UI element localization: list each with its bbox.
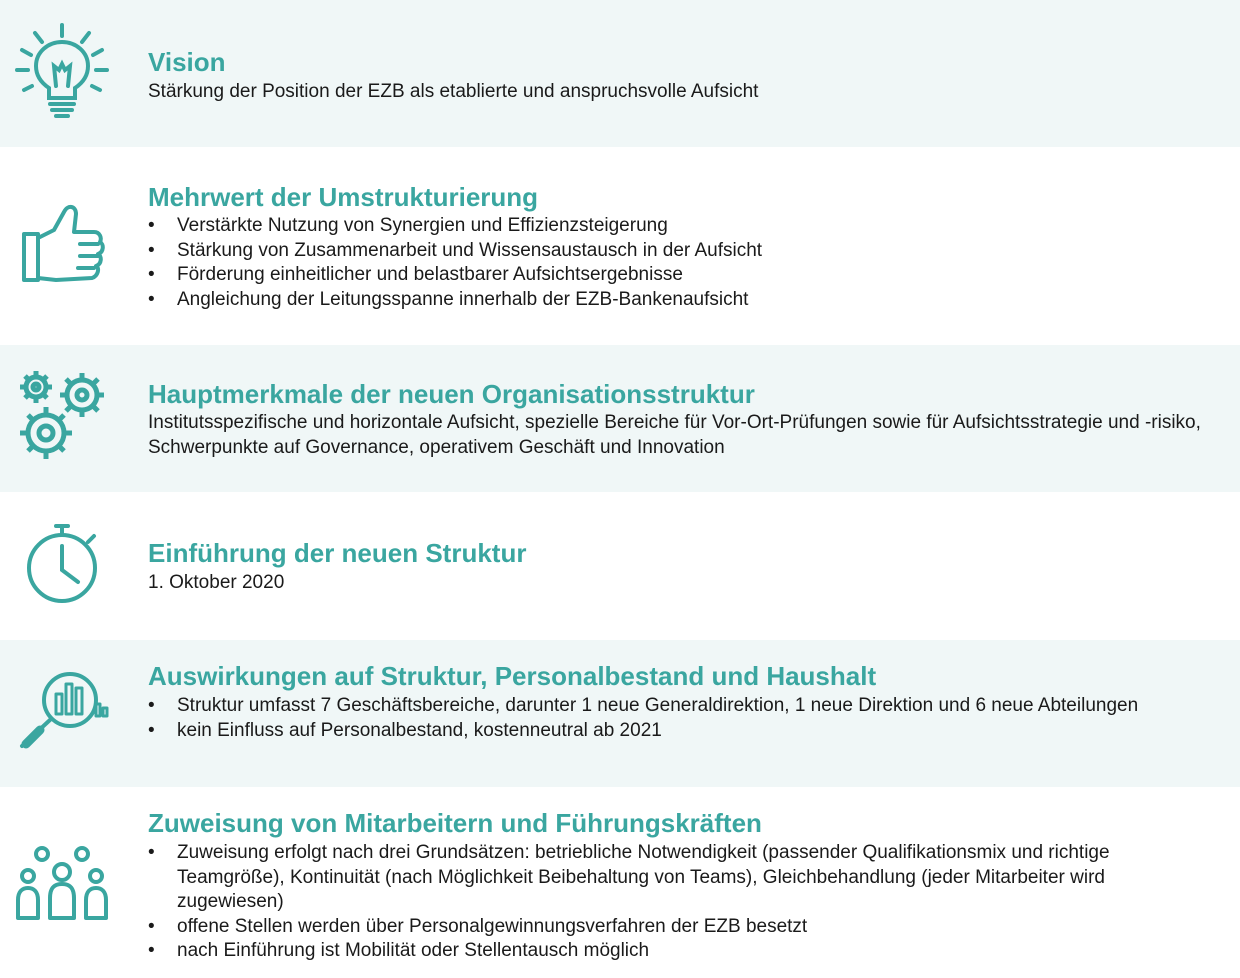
bullet-marker: • (148, 695, 155, 716)
list-item (148, 239, 1213, 264)
list-item (148, 915, 1213, 940)
magnifier-chart-icon (12, 664, 112, 764)
list-item (148, 214, 1213, 239)
bullet-marker: • (148, 940, 155, 961)
bullet-marker: • (148, 215, 155, 236)
bullet-marker: • (148, 288, 155, 310)
list-item (148, 719, 1213, 744)
gears-icon (12, 365, 112, 465)
list-item-text: Zuweisung erfolgt nach drei Grundsätzen: betriebliche Notwendigkeit (passender Qualifikationsmix und richtige Teamgröße), Kontinuität (nach Möglichkeit Beibehaltung von Teams), Gleichbehandlung (jeder Mitarbeiter wird zugewiesen) (177, 842, 1110, 912)
section-title: Einführung der neuen Struktur (148, 538, 527, 568)
bullet-marker: • (148, 719, 155, 741)
list-item-text: Struktur umfasst 7 Geschäftsbereiche, darunter 1 neue Generaldirektion, 1 neue Direktion und 6 neue Abteilungen (177, 695, 1139, 716)
thumbs-up-icon (12, 194, 112, 294)
bullet-marker: • (148, 915, 155, 937)
bullet-list (148, 694, 1213, 743)
list-item (148, 288, 1213, 313)
bullet-marker: • (148, 264, 155, 285)
list-item-text: nach Einführung ist Mobilität oder Stellentausch möglich (177, 940, 650, 961)
stopwatch-icon (12, 520, 112, 620)
list-item-text: offene Stellen werden über Personalgewinnungsverfahren der EZB besetzt (177, 915, 808, 937)
list-item (148, 694, 1213, 719)
section-title: Auswirkungen auf Struktur, Personalbestand und Haushalt (148, 661, 877, 691)
section-title: Zuweisung von Mitarbeitern und Führungskräften (148, 808, 762, 838)
lightbulb-icon (12, 20, 112, 120)
bullet-list (148, 841, 1213, 964)
bullet-list (148, 214, 1213, 312)
list-item-text: kein Einfluss auf Personalbestand, kostenneutral ab 2021 (177, 719, 662, 741)
list-item-text: Verstärkte Nutzung von Synergien und Effizienzsteigerung (177, 215, 668, 236)
bullet-marker: • (148, 239, 155, 261)
list-item-text: Förderung einheitlicher und belastbarer Aufsichtsergebnisse (177, 264, 683, 285)
list-item (148, 939, 1213, 964)
list-item (148, 841, 1213, 915)
people-group-icon (12, 842, 112, 942)
bullet-marker: • (148, 842, 155, 863)
section-text: Stärkung der Position der EZB als etablierte und anspruchsvolle Aufsicht (148, 81, 759, 102)
list-item (148, 263, 1213, 288)
list-item-text: Stärkung von Zusammenarbeit und Wissensaustausch in der Aufsicht (177, 239, 763, 261)
section-text: 1. Oktober 2020 (148, 572, 285, 593)
list-item-text: Angleichung der Leitungsspanne innerhalb der EZB-Bankenaufsicht (177, 288, 749, 310)
section-title: Mehrwert der Umstrukturierung (148, 182, 539, 212)
section-title: Vision (148, 47, 226, 77)
section-title: Hauptmerkmale der neuen Organisationsstruktur (148, 379, 755, 409)
section-text: Institutsspezifische und horizontale Aufsicht, spezielle Bereiche für Vor-Ort-Prüfungen sowie für Aufsichtsstrategie und -risiko, Schwerpunkte auf Governance, operativem Geschäft und Innovation (148, 412, 1201, 458)
